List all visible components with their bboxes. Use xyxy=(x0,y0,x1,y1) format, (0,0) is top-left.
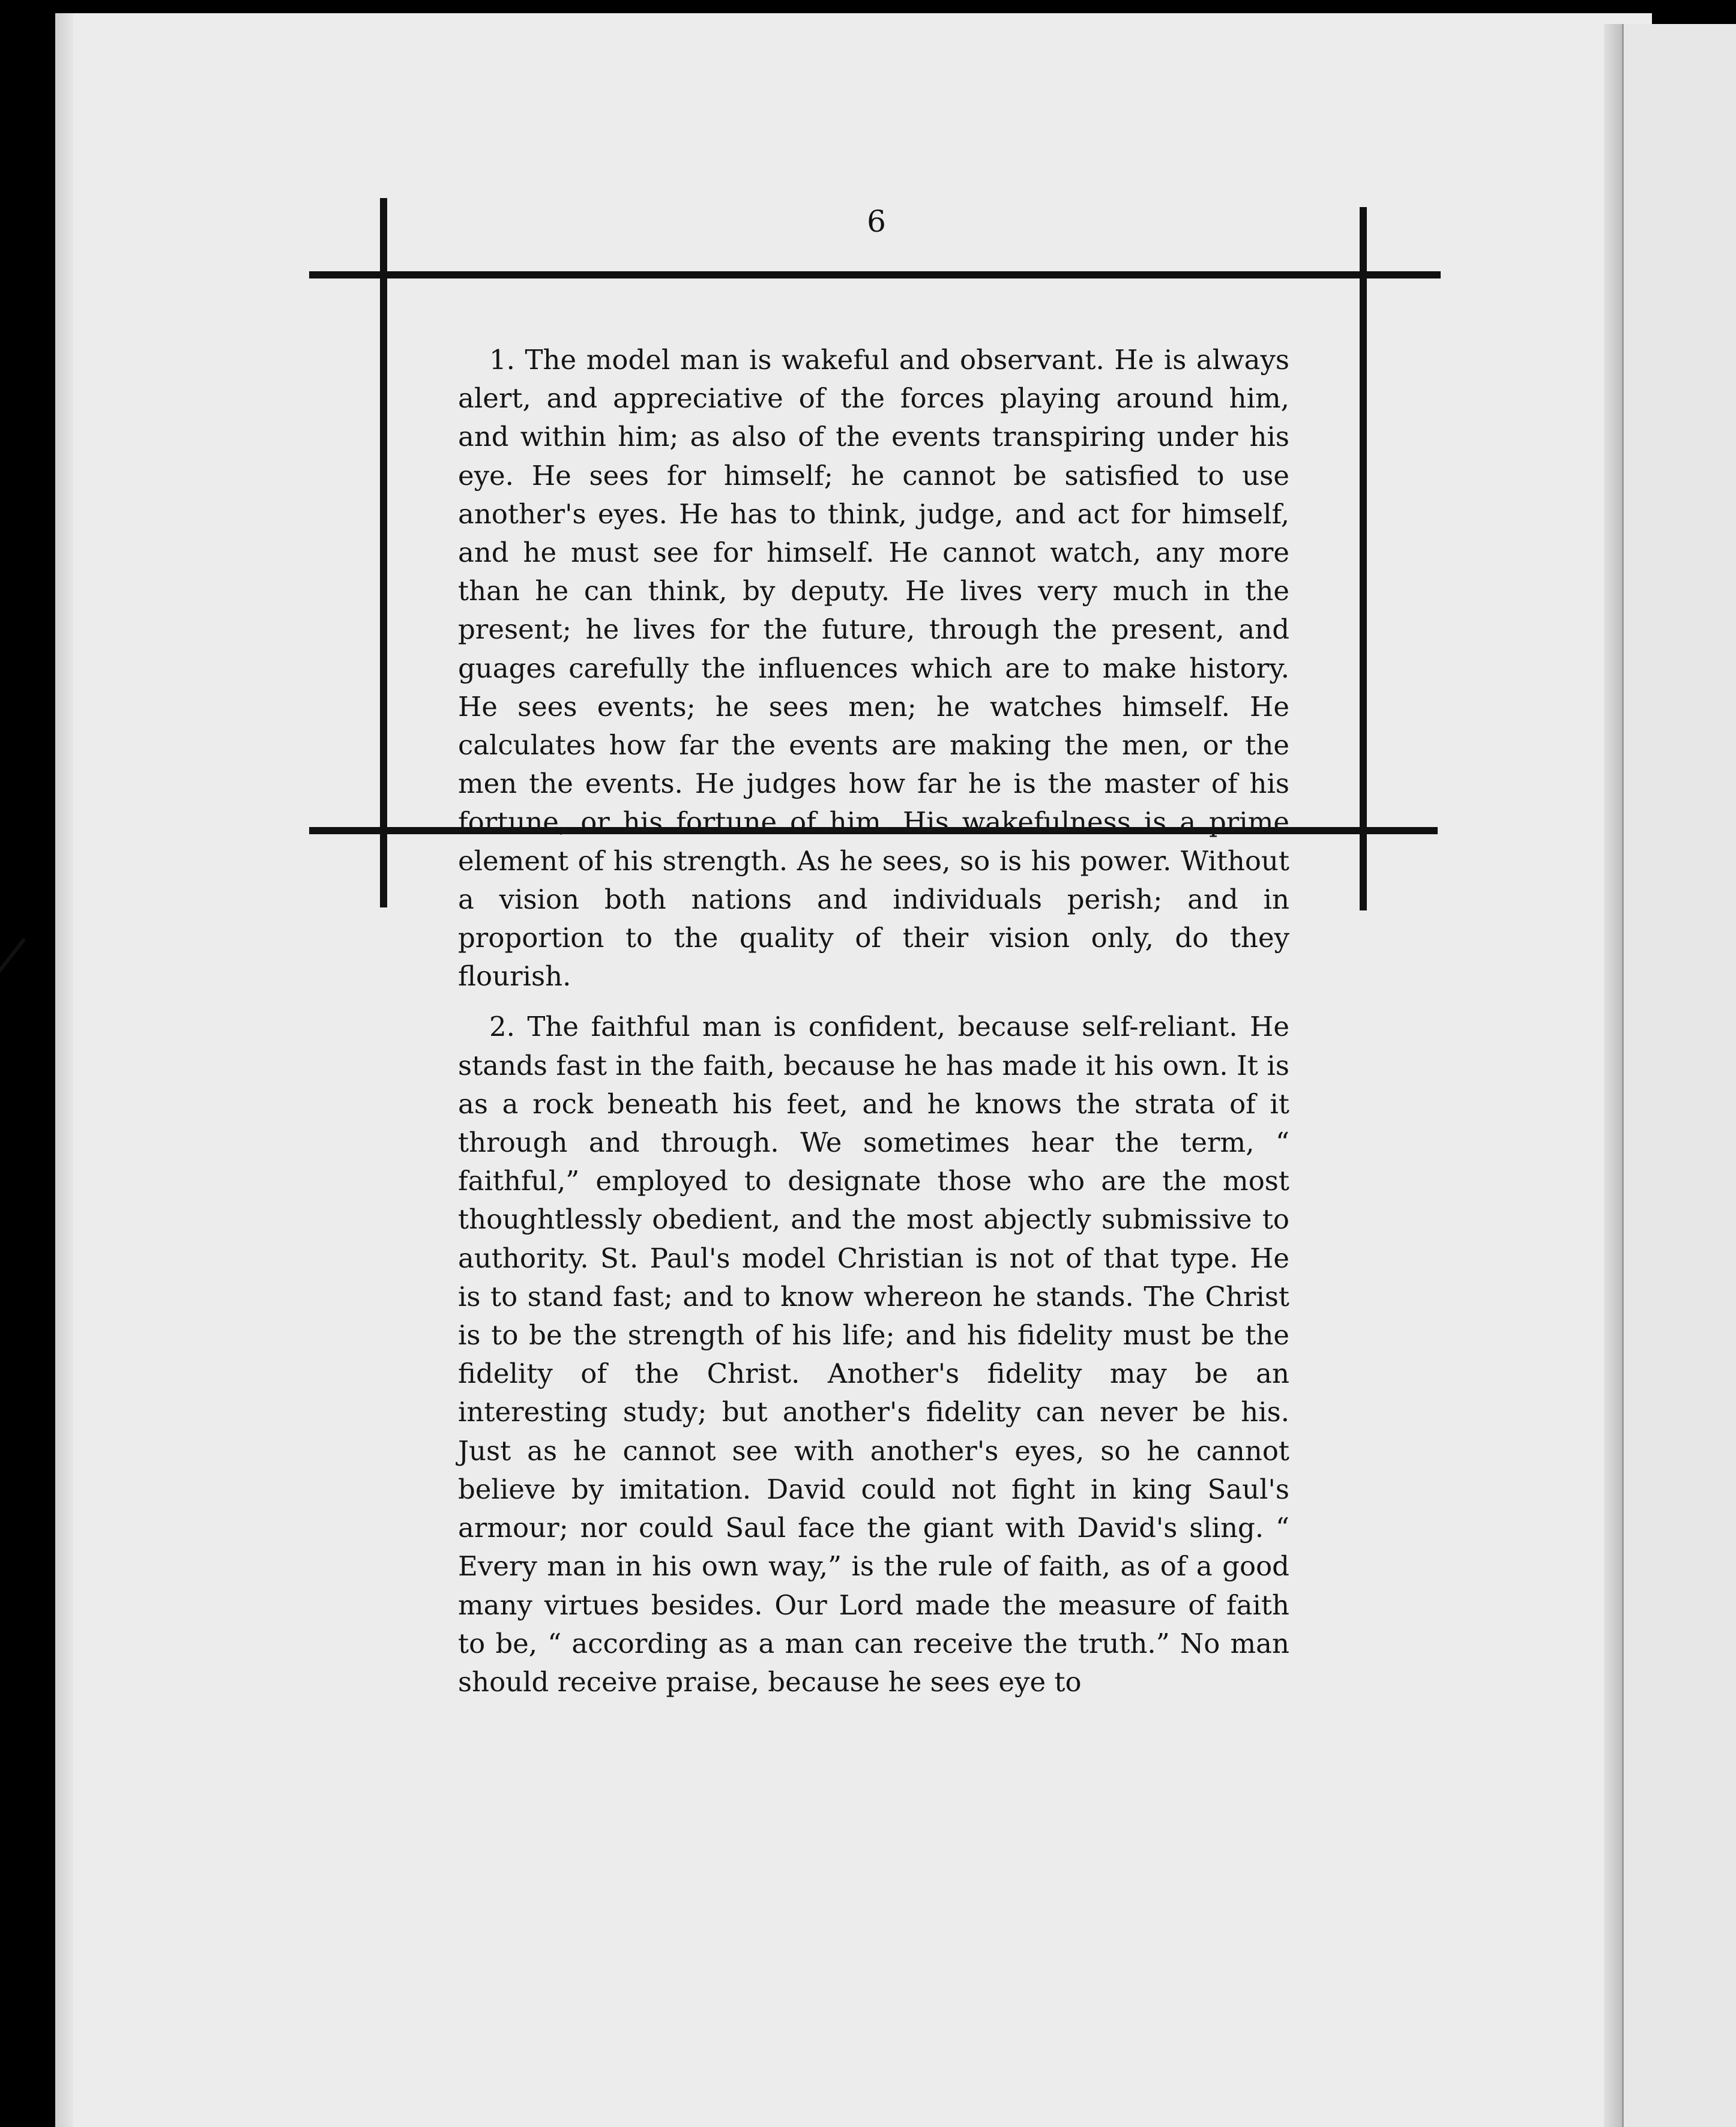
adjoining-page xyxy=(1622,24,1736,2127)
border-rule-top xyxy=(309,271,1441,278)
gutter-shadow xyxy=(1604,24,1623,2127)
paragraph-1: 1. The model man is wakeful and observant. He is always alert, and appreciative of the forces playing around him, and within him; as also of the events transpiring under his eye. He sees for himself; he cannot be satisfied to use another's eyes. He has to think, judge, and act for himself, and he must see for himself. He cannot watch, any more than he can think, by deputy. He lives very much in the present; he lives for the future, through the present, and guages carefully the influences which are to make history. He sees events; he sees men; he watches himself. He calculates how far the events are making the men, or the men the events. He judges how far he is the master of his fortune, or his fortune of him. His wakefulness is a prime element of his strength. As he sees, so is his power. Without a vision both nations and individuals perish; and in proportion to the quality of their vision only, do they flourish. xyxy=(458,344,1289,993)
margin-mark xyxy=(0,938,26,983)
border-rule-left xyxy=(380,198,387,907)
body-text xyxy=(458,341,1289,1713)
page-number: 6 xyxy=(867,204,886,239)
paragraph-2: 2. The faithful man is confident, because self-reliant. He stands fast in the faith, because he has made it his own. It is as a rock beneath his feet, and he knows the strata of it through and through. We sometimes hear the term, “ faithful,” employed to designate those who are the most thoughtlessly obedient, and the most abjectly submissive to authority. St. Paul's model Christian is not of that type. He is to stand fast; and to know whereon he stands. The Christ is to be the strength of his life; and his fidelity must be the fidelity of the Christ. Another's fidelity may be an interesting study; but another's fidelity can never be his. Just as he cannot see with another's eyes, so he cannot believe by imitation. David could not fight in king Saul's armour; nor could Saul face the giant with David's sling. “ Every man in his own way,” is the rule of faith, as of a good many virtues besides. Our Lord made the measure of faith to be, “ according as a man can receive the truth.” No man should receive praise, because he sees eye to xyxy=(458,1011,1289,1698)
border-rule-right xyxy=(1360,207,1367,910)
page-left-edge xyxy=(55,13,73,2127)
